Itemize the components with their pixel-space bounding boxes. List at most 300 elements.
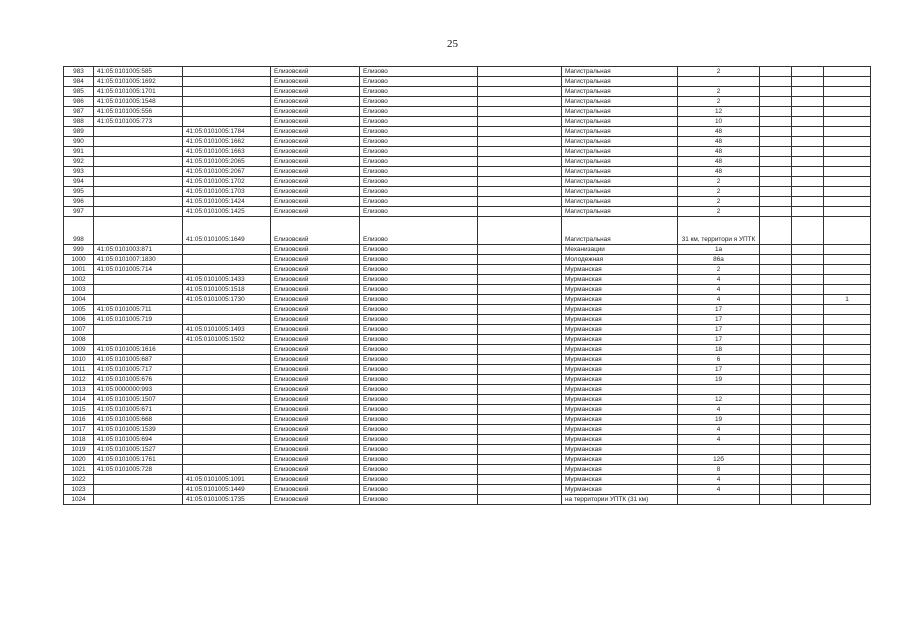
city-cell: Елизово: [360, 305, 478, 315]
house-number-cell: 48: [678, 147, 760, 157]
street-cell: Магистральная: [562, 107, 678, 117]
district-cell: Елизовский: [271, 305, 360, 315]
table-row: [64, 295, 871, 305]
district-cell: Елизовский: [271, 147, 360, 157]
row-number-cell: 1002: [64, 275, 94, 285]
cadastral-number-cell: [94, 335, 183, 345]
street-cell: Мурманская: [562, 265, 678, 275]
street-cell: Мурманская: [562, 335, 678, 345]
cadastral-number-cell: 41:05:0101005:1548: [94, 97, 183, 107]
district-cell: Елизовский: [271, 107, 360, 117]
district-cell: Елизовский: [271, 187, 360, 197]
house-number-cell: 2: [678, 87, 760, 97]
table-row: [64, 147, 871, 157]
city-cell: Елизово: [360, 335, 478, 345]
extra-cell-3: [824, 395, 871, 405]
cadastral-number-cell: [94, 475, 183, 485]
district-cell: Елизовский: [271, 87, 360, 97]
table-row: [64, 315, 871, 325]
district-cell: Елизовский: [271, 435, 360, 445]
cadastral-number-cell: 41:05:0101005:714: [94, 265, 183, 275]
city-cell: Елизово: [360, 385, 478, 395]
city-cell: Елизово: [360, 375, 478, 385]
extra-cell-2: [792, 137, 824, 147]
table-row: [64, 157, 871, 167]
extra-cell-1: [760, 295, 792, 305]
row-number-cell: 1018: [64, 435, 94, 445]
extra-cell-2: [792, 77, 824, 87]
extra-cell-1: [760, 97, 792, 107]
table-row: [64, 405, 871, 415]
extra-cell-1: [760, 495, 792, 505]
street-cell: Магистральная: [562, 207, 678, 217]
house-number-cell: 2: [678, 197, 760, 207]
extra-cell-2: [792, 207, 824, 217]
cadastral-number-alt-cell: [183, 305, 271, 315]
house-number-cell: 31 км, территори я УПТК: [678, 217, 760, 245]
blank-cell: [478, 495, 562, 505]
extra-cell-3: [824, 485, 871, 495]
table-row: [64, 305, 871, 315]
street-cell: на территории УПТК (31 км): [562, 495, 678, 505]
house-number-cell: 19: [678, 415, 760, 425]
blank-cell: [478, 295, 562, 305]
extra-cell-1: [760, 445, 792, 455]
district-cell: Елизовский: [271, 485, 360, 495]
extra-cell-2: [792, 265, 824, 275]
cadastral-number-alt-cell: [183, 107, 271, 117]
extra-cell-2: [792, 197, 824, 207]
table-row: [64, 495, 871, 505]
cadastral-number-alt-cell: [183, 265, 271, 275]
extra-cell-2: [792, 365, 824, 375]
city-cell: Елизово: [360, 275, 478, 285]
city-cell: Елизово: [360, 445, 478, 455]
cadastral-number-alt-cell: 41:05:0101005:1703: [183, 187, 271, 197]
cadastral-number-alt-cell: 41:05:0101005:1735: [183, 495, 271, 505]
extra-cell-1: [760, 137, 792, 147]
district-cell: Елизовский: [271, 77, 360, 87]
cadastral-number-alt-cell: 41:05:0101005:1784: [183, 127, 271, 137]
cadastral-number-alt-cell: [183, 465, 271, 475]
city-cell: Елизово: [360, 355, 478, 365]
extra-cell-3: [824, 465, 871, 475]
extra-cell-1: [760, 157, 792, 167]
cadastral-number-cell: 41:05:0101005:1539: [94, 425, 183, 435]
extra-cell-3: [824, 97, 871, 107]
house-number-cell: 4: [678, 485, 760, 495]
table-row: [64, 245, 871, 255]
house-number-cell: 86а: [678, 255, 760, 265]
extra-cell-3: [824, 455, 871, 465]
cadastral-number-cell: 41:05:0101005:728: [94, 465, 183, 475]
extra-cell-3: [824, 405, 871, 415]
extra-cell-3: [824, 415, 871, 425]
blank-cell: [478, 197, 562, 207]
cadastral-number-alt-cell: 41:05:0101005:1433: [183, 275, 271, 285]
extra-cell-1: [760, 87, 792, 97]
extra-cell-1: [760, 475, 792, 485]
row-number-cell: 1004: [64, 295, 94, 305]
extra-cell-2: [792, 445, 824, 455]
extra-cell-3: [824, 187, 871, 197]
street-cell: Мурманская: [562, 325, 678, 335]
cadastral-number-alt-cell: [183, 245, 271, 255]
extra-cell-2: [792, 157, 824, 167]
city-cell: Елизово: [360, 187, 478, 197]
row-number-cell: 1017: [64, 425, 94, 435]
street-cell: Мурманская: [562, 285, 678, 295]
cadastral-number-cell: 41:05:0101005:1701: [94, 87, 183, 97]
extra-cell-3: [824, 207, 871, 217]
extra-cell-3: [824, 177, 871, 187]
street-cell: Магистральная: [562, 167, 678, 177]
extra-cell-2: [792, 395, 824, 405]
city-cell: Елизово: [360, 197, 478, 207]
extra-cell-2: [792, 425, 824, 435]
house-number-cell: 4: [678, 405, 760, 415]
blank-cell: [478, 465, 562, 475]
extra-cell-2: [792, 405, 824, 415]
table-body: [64, 67, 871, 505]
street-cell: Мурманская: [562, 385, 678, 395]
page-number: 25: [447, 38, 458, 50]
table-row: [64, 435, 871, 445]
district-cell: Елизовский: [271, 157, 360, 167]
extra-cell-2: [792, 465, 824, 475]
extra-cell-3: [824, 385, 871, 395]
street-cell: Мурманская: [562, 345, 678, 355]
row-number-cell: 1007: [64, 325, 94, 335]
street-cell: Мурманская: [562, 355, 678, 365]
row-number-cell: 1014: [64, 395, 94, 405]
extra-cell-3: [824, 107, 871, 117]
street-cell: Мурманская: [562, 435, 678, 445]
extra-cell-3: [824, 67, 871, 77]
table-row: [64, 475, 871, 485]
cadastral-number-cell: 41:05:0101005:1507: [94, 395, 183, 405]
extra-cell-2: [792, 67, 824, 77]
cadastral-number-cell: [94, 197, 183, 207]
table-row: [64, 415, 871, 425]
cadastral-number-alt-cell: [183, 375, 271, 385]
cadastral-number-alt-cell: 41:05:0101005:1730: [183, 295, 271, 305]
district-cell: Елизовский: [271, 285, 360, 295]
street-cell: Магистральная: [562, 147, 678, 157]
extra-cell-2: [792, 147, 824, 157]
district-cell: Елизовский: [271, 375, 360, 385]
row-number-cell: 1022: [64, 475, 94, 485]
street-cell: Магистральная: [562, 187, 678, 197]
table-row: [64, 445, 871, 455]
cadastral-number-alt-cell: 41:05:0101005:2065: [183, 157, 271, 167]
street-cell: Мурманская: [562, 295, 678, 305]
blank-cell: [478, 375, 562, 385]
extra-cell-3: [824, 255, 871, 265]
row-number-cell: 1009: [64, 345, 94, 355]
city-cell: Елизово: [360, 137, 478, 147]
extra-cell-2: [792, 355, 824, 365]
extra-cell-3: [824, 435, 871, 445]
extra-cell-2: [792, 435, 824, 445]
street-cell: Мурманская: [562, 485, 678, 495]
blank-cell: [478, 147, 562, 157]
house-number-cell: 6: [678, 355, 760, 365]
row-number-cell: 1011: [64, 365, 94, 375]
district-cell: Елизовский: [271, 455, 360, 465]
blank-cell: [478, 137, 562, 147]
extra-cell-3: [824, 197, 871, 207]
cadastral-number-cell: 41:05:0101005:585: [94, 67, 183, 77]
cadastral-number-alt-cell: [183, 395, 271, 405]
row-number-cell: 990: [64, 137, 94, 147]
table-row: [64, 265, 871, 275]
street-cell: Мурманская: [562, 425, 678, 435]
row-number-cell: 988: [64, 117, 94, 127]
blank-cell: [478, 177, 562, 187]
extra-cell-3: [824, 265, 871, 275]
city-cell: Елизово: [360, 157, 478, 167]
row-number-cell: 992: [64, 157, 94, 167]
cadastral-number-alt-cell: [183, 455, 271, 465]
city-cell: Елизово: [360, 117, 478, 127]
city-cell: Елизово: [360, 217, 478, 245]
house-number-cell: 2: [678, 187, 760, 197]
cadastral-number-cell: [94, 295, 183, 305]
extra-cell-2: [792, 325, 824, 335]
street-cell: Магистральная: [562, 77, 678, 87]
house-number-cell: 17: [678, 315, 760, 325]
cadastral-number-cell: 41:05:0101005:671: [94, 405, 183, 415]
street-cell: Мурманская: [562, 305, 678, 315]
street-cell: Мурманская: [562, 455, 678, 465]
extra-cell-1: [760, 425, 792, 435]
city-cell: Елизово: [360, 147, 478, 157]
extra-cell-1: [760, 127, 792, 137]
district-cell: Елизовский: [271, 405, 360, 415]
house-number-cell: 4: [678, 275, 760, 285]
blank-cell: [478, 107, 562, 117]
row-number-cell: 1005: [64, 305, 94, 315]
cadastral-number-cell: [94, 177, 183, 187]
cadastral-number-alt-cell: [183, 415, 271, 425]
extra-cell-1: [760, 305, 792, 315]
cadastral-number-alt-cell: 41:05:0101005:1662: [183, 137, 271, 147]
row-number-cell: 993: [64, 167, 94, 177]
house-number-cell: 4: [678, 475, 760, 485]
table-row: [64, 197, 871, 207]
house-number-cell: 12: [678, 107, 760, 117]
extra-cell-2: [792, 117, 824, 127]
cadastral-number-cell: [94, 157, 183, 167]
extra-cell-2: [792, 97, 824, 107]
extra-cell-3: [824, 495, 871, 505]
blank-cell: [478, 127, 562, 137]
extra-cell-1: [760, 107, 792, 117]
house-number-cell: 2: [678, 265, 760, 275]
blank-cell: [478, 275, 562, 285]
house-number-cell: 2: [678, 177, 760, 187]
table-row: [64, 107, 871, 117]
house-number-cell: 2: [678, 67, 760, 77]
cadastral-number-alt-cell: [183, 315, 271, 325]
table-row: [64, 365, 871, 375]
extra-cell-1: [760, 435, 792, 445]
row-number-cell: 1001: [64, 265, 94, 275]
cadastral-number-cell: 41:05:0101005:711: [94, 305, 183, 315]
cadastral-number-alt-cell: 41:05:0101005:1502: [183, 335, 271, 345]
street-cell: Мурманская: [562, 375, 678, 385]
extra-cell-1: [760, 365, 792, 375]
cadastral-number-cell: [94, 187, 183, 197]
extra-cell-3: [824, 137, 871, 147]
table-row: [64, 77, 871, 87]
blank-cell: [478, 255, 562, 265]
house-number-cell: 17: [678, 365, 760, 375]
row-number-cell: 986: [64, 97, 94, 107]
street-cell: Магистральная: [562, 117, 678, 127]
cadastral-number-alt-cell: [183, 117, 271, 127]
city-cell: Елизово: [360, 315, 478, 325]
table-row: [64, 137, 871, 147]
district-cell: Елизовский: [271, 245, 360, 255]
extra-cell-3: [824, 127, 871, 137]
blank-cell: [478, 435, 562, 445]
house-number-cell: 2: [678, 207, 760, 217]
house-number-cell: 17: [678, 305, 760, 315]
district-cell: Елизовский: [271, 127, 360, 137]
house-number-cell: 4: [678, 295, 760, 305]
extra-cell-2: [792, 485, 824, 495]
district-cell: Елизовский: [271, 137, 360, 147]
extra-cell-1: [760, 217, 792, 245]
blank-cell: [478, 325, 562, 335]
cadastral-number-alt-cell: 41:05:0101005:1649: [183, 217, 271, 245]
street-cell: Механизации: [562, 245, 678, 255]
district-cell: Елизовский: [271, 475, 360, 485]
city-cell: Елизово: [360, 435, 478, 445]
extra-cell-3: [824, 217, 871, 245]
street-cell: Мурманская: [562, 395, 678, 405]
extra-cell-2: [792, 375, 824, 385]
row-number-cell: 1000: [64, 255, 94, 265]
extra-cell-2: [792, 385, 824, 395]
extra-cell-2: [792, 87, 824, 97]
cadastral-number-alt-cell: 41:05:0101005:2067: [183, 167, 271, 177]
house-number-cell: 4: [678, 425, 760, 435]
cadastral-number-alt-cell: [183, 97, 271, 107]
district-cell: Елизовский: [271, 425, 360, 435]
extra-cell-3: [824, 77, 871, 87]
blank-cell: [478, 395, 562, 405]
street-cell: Мурманская: [562, 405, 678, 415]
row-number-cell: 1013: [64, 385, 94, 395]
extra-cell-2: [792, 107, 824, 117]
house-number-cell: [678, 445, 760, 455]
registry-table: [63, 66, 871, 505]
city-cell: Елизово: [360, 177, 478, 187]
cadastral-number-alt-cell: 41:05:0101005:1449: [183, 485, 271, 495]
extra-cell-3: [824, 475, 871, 485]
cadastral-number-cell: [94, 137, 183, 147]
cadastral-number-cell: [94, 167, 183, 177]
street-cell: Магистральная: [562, 177, 678, 187]
extra-cell-1: [760, 245, 792, 255]
table-row: [64, 385, 871, 395]
extra-cell-1: [760, 345, 792, 355]
table-row: [64, 465, 871, 475]
street-cell: Мурманская: [562, 475, 678, 485]
table-row: [64, 187, 871, 197]
cadastral-number-cell: 41:05:0101005:1761: [94, 455, 183, 465]
street-cell: Молодежная: [562, 255, 678, 265]
city-cell: Елизово: [360, 485, 478, 495]
city-cell: Елизово: [360, 255, 478, 265]
row-number-cell: 1016: [64, 415, 94, 425]
row-number-cell: 1024: [64, 495, 94, 505]
table-row: [64, 485, 871, 495]
extra-cell-2: [792, 285, 824, 295]
cadastral-number-alt-cell: [183, 355, 271, 365]
row-number-cell: 1019: [64, 445, 94, 455]
district-cell: Елизовский: [271, 207, 360, 217]
extra-cell-2: [792, 167, 824, 177]
extra-cell-1: [760, 315, 792, 325]
extra-cell-2: [792, 415, 824, 425]
extra-cell-2: [792, 255, 824, 265]
row-number-cell: 1010: [64, 355, 94, 365]
extra-cell-1: [760, 147, 792, 157]
blank-cell: [478, 285, 562, 295]
extra-cell-3: [824, 87, 871, 97]
table-row: [64, 425, 871, 435]
district-cell: Елизовский: [271, 385, 360, 395]
blank-cell: [478, 455, 562, 465]
extra-cell-2: [792, 177, 824, 187]
cadastral-number-cell: [94, 285, 183, 295]
cadastral-number-cell: 41:05:0101005:717: [94, 365, 183, 375]
cadastral-number-cell: 41:05:0101003:871: [94, 245, 183, 255]
house-number-cell: 19: [678, 375, 760, 385]
city-cell: Елизово: [360, 425, 478, 435]
street-cell: Магистральная: [562, 67, 678, 77]
table-row: [64, 167, 871, 177]
district-cell: Елизовский: [271, 355, 360, 365]
city-cell: Елизово: [360, 345, 478, 355]
table-row: [64, 87, 871, 97]
table-row: [64, 375, 871, 385]
blank-cell: [478, 415, 562, 425]
city-cell: Елизово: [360, 245, 478, 255]
row-number-cell: 998: [64, 217, 94, 245]
extra-cell-1: [760, 405, 792, 415]
extra-cell-3: [824, 335, 871, 345]
table-row: [64, 177, 871, 187]
extra-cell-3: [824, 285, 871, 295]
cadastral-number-cell: [94, 495, 183, 505]
extra-cell-2: [792, 345, 824, 355]
street-cell: Мурманская: [562, 415, 678, 425]
district-cell: Елизовский: [271, 335, 360, 345]
street-cell: Магистральная: [562, 127, 678, 137]
city-cell: Елизово: [360, 475, 478, 485]
city-cell: Елизово: [360, 455, 478, 465]
extra-cell-1: [760, 265, 792, 275]
extra-cell-3: [824, 355, 871, 365]
district-cell: Елизовский: [271, 255, 360, 265]
city-cell: Елизово: [360, 87, 478, 97]
table-row: [64, 335, 871, 345]
